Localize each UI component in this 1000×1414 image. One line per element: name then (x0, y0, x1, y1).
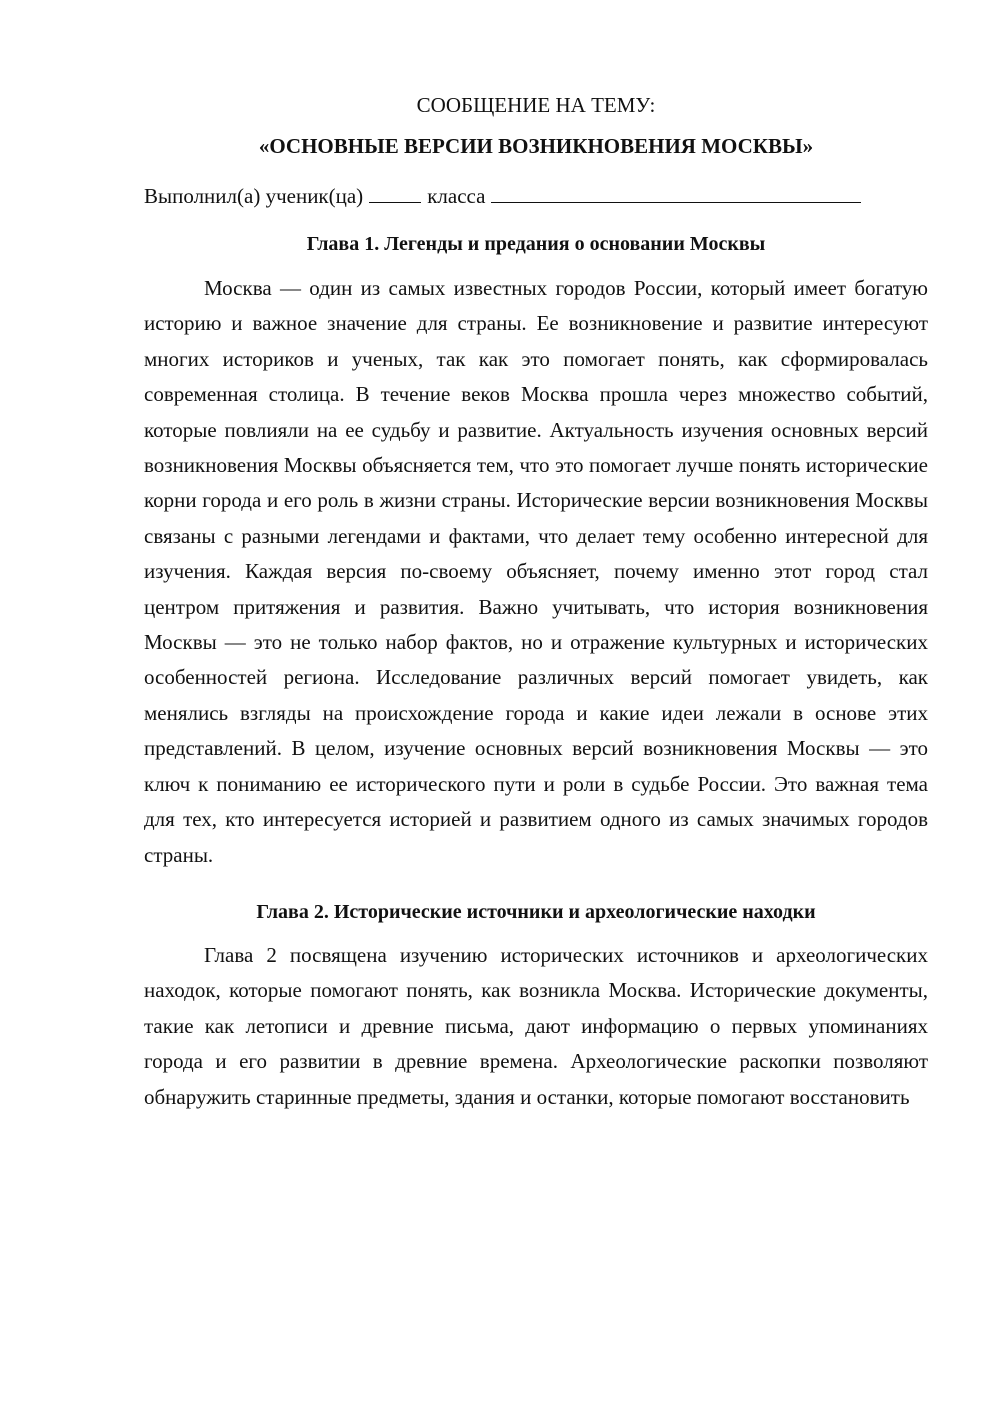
chapter2-heading: Глава 2. Исторические источники и археологические находки (256, 900, 816, 923)
class-number-blank[interactable] (369, 184, 421, 203)
author-class-label: класса (427, 184, 486, 208)
author-line (144, 183, 928, 209)
topic-line: СООБЩЕНИЕ НА ТЕМУ: (416, 93, 656, 117)
chapter2-paragraph: Глава 2 посвящена изучению исторических источников и археологических находок, которые помогают понять, как возникла Москва. Исторические документы, такие как летописи и древние письма, дают информацию о первых упоминаниях города и его развитии в древние времена. Археологические раскопки позволяют обнаружить старинные предметы, здания и останки, которые помогают восстановить (144, 942, 928, 1109)
author-name-blank[interactable] (491, 184, 861, 203)
author-prefix: Выполнил(а) ученик(ца) (144, 184, 364, 208)
chapter1-paragraph: Москва — один из самых известных городов России, который имеет богатую историю и важное значение для страны. Ее возникновение и развитие интересуют многих историков и ученых, так как это помогает понять, как сформировалась современная столица. В течение веков Москва прошла через множество событий, которые повлияли на ее судьбу и развитие. Актуальность изучения основных версий возникновения Москвы объясняется тем, что это помогает лучше понять исторические корни города и его роль в жизни страны. Исторические версии возникновения Москвы связаны с разными легендами и фактами, что делает тему особенно интересной для изучения. Каждая версия по-своему объясняет, почему именно этот город стал центром притяжения и развития. Важно учитывать, что история возникновения Москвы — это не только набор фактов, но и отражение культурных и исторических особенностей региона. Исследование различных версий помогает увидеть, как менялись взгляды на происхождение города и какие идеи лежали в основе этих представлений. В целом, изучение основных версий возникновения Москвы — это ключ к пониманию ее исторического пути и роли в судьбе России. Это важная тема для тех, кто интересуется историей и развитием одного из самых значимых городов страны. (144, 276, 928, 867)
document-page (144, 92, 928, 1115)
chapter1-heading: Глава 1. Легенды и предания о основании Москвы (306, 233, 766, 255)
document-title: «ОСНОВНЫЕ ВЕРСИИ ВОЗНИКНОВЕНИЯ МОСКВЫ» (258, 134, 814, 158)
